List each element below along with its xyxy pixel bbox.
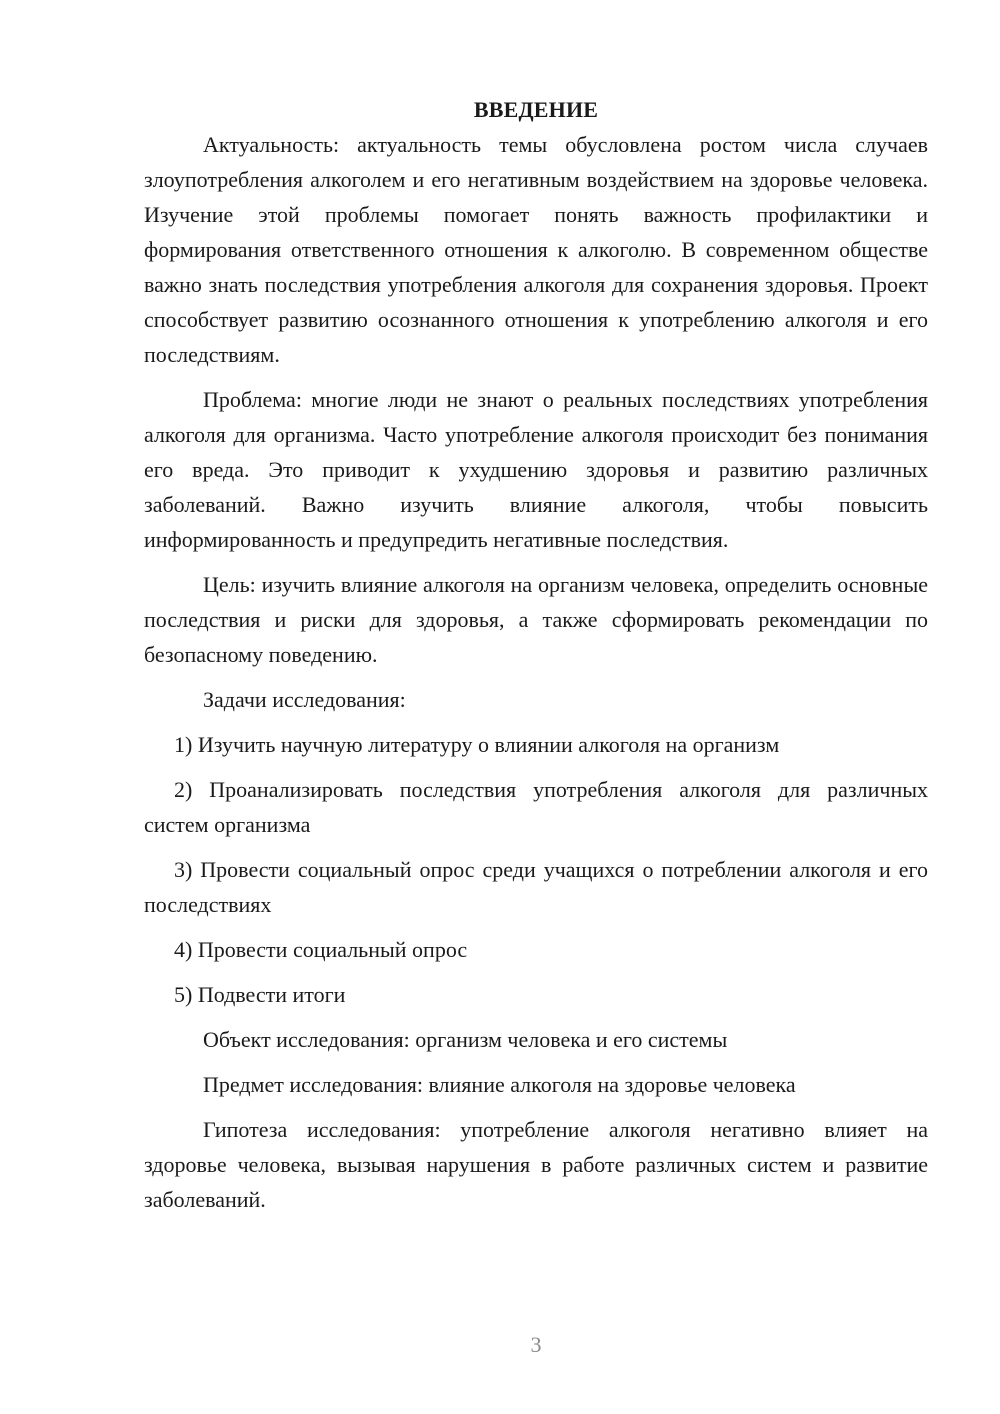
document-body xyxy=(144,92,928,1227)
object-paragraph: Объект исследования: организм человека и его системы xyxy=(203,1027,728,1052)
page-number: 3 xyxy=(530,1332,542,1357)
subject-paragraph: Предмет исследования: влияние алкоголя на здоровье человека xyxy=(203,1072,796,1097)
task-item-2: 2) Проанализировать последствия употребления алкоголя для различных систем организма xyxy=(144,777,928,837)
hypothesis-paragraph: Гипотеза исследования: употребление алкоголя негативно влияет на здоровье человека, вызывая нарушения в работе различных систем и развитие заболеваний. xyxy=(144,1117,928,1212)
task-item-4: 4) Провести социальный опрос xyxy=(174,937,468,962)
goal-paragraph: Цель: изучить влияние алкоголя на организм человека, определить основные последствия и риски для здоровья, а также сформировать рекомендации по безопасному поведению. xyxy=(144,572,928,667)
task-item-5: 5) Подвести итоги xyxy=(174,982,346,1007)
relevance-paragraph: Актуальность: актуальность темы обусловлена ростом числа случаев злоупотребления алкоголем и его негативным воздействием на здоровье человека. Изучение этой проблемы помогает понять важность профилактики и формирования ответственного отношения к алкоголю. В современном обществе важно знать последствия употребления алкоголя для сохранения здоровья. Проект способствует развитию осознанного отношения к употреблению алкоголя и его последствиям. xyxy=(144,132,928,367)
tasks-heading: Задачи исследования: xyxy=(203,687,406,712)
task-item-1: 1) Изучить научную литературу о влиянии алкоголя на организм xyxy=(174,732,780,757)
page-title: ВВЕДЕНИЕ xyxy=(473,97,599,122)
task-item-3: 3) Провести социальный опрос среди учащихся о потреблении алкоголя и его последствиях xyxy=(144,857,928,917)
problem-paragraph: Проблема: многие люди не знают о реальных последствиях употребления алкоголя для организма. Часто употребление алкоголя происходит без понимания его вреда. Это приводит к ухудшению здоровья и развитию различных заболеваний. Важно изучить влияние алкоголя, чтобы повысить информированность и предупредить негативные последствия. xyxy=(144,387,928,552)
